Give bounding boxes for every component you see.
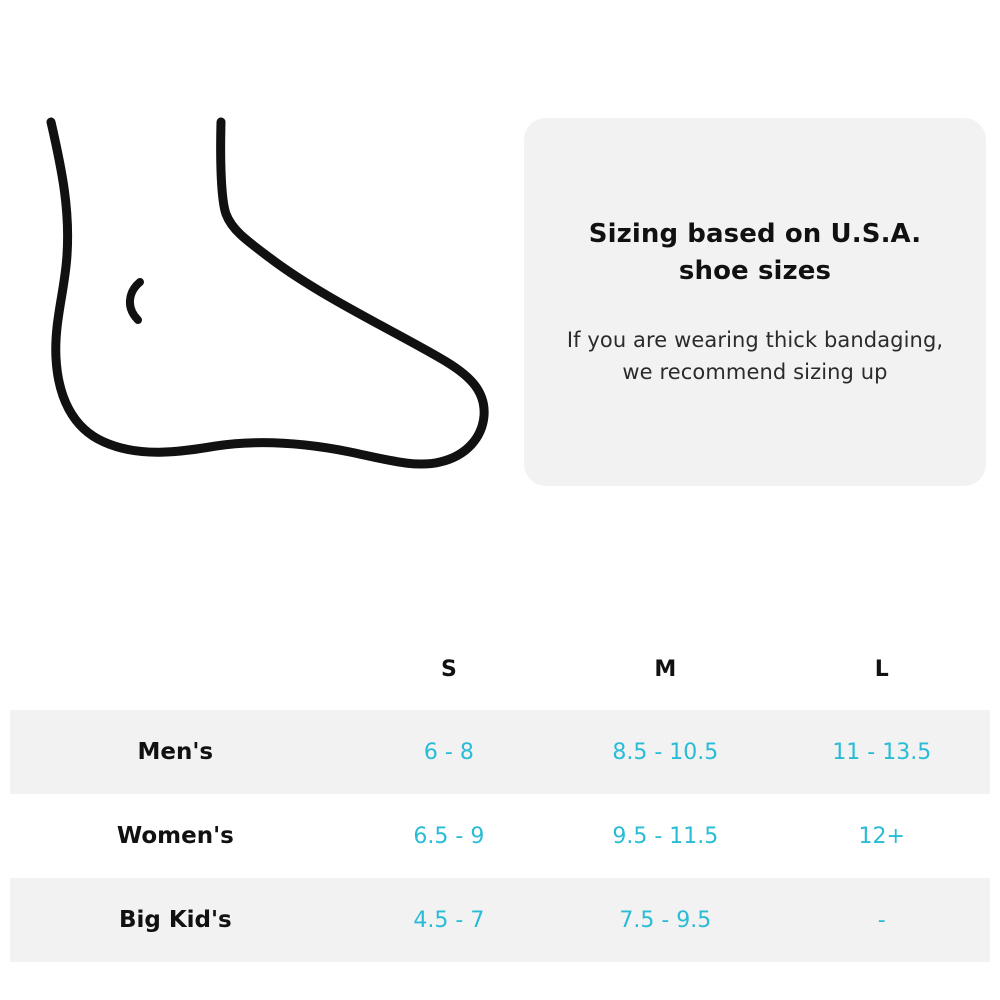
sizing-info-title: Sizing based on U.S.A. shoe sizes — [588, 218, 922, 286]
cell-womens-m: 9.5 - 11.5 — [557, 794, 773, 878]
row-label-big-kids: Big Kid's — [10, 878, 341, 962]
foot-outline-icon — [20, 90, 520, 510]
table-row — [10, 794, 990, 878]
table-header-row — [10, 628, 990, 710]
cell-womens-s: 6.5 - 9 — [341, 794, 557, 878]
table-header-large: L — [774, 628, 990, 710]
size-chart-table — [10, 628, 990, 962]
table-row — [10, 710, 990, 794]
table-row — [10, 878, 990, 962]
cell-big-kids-l: - — [774, 878, 990, 962]
cell-mens-l: 11 - 13.5 — [774, 710, 990, 794]
cell-womens-l: 12+ — [774, 794, 990, 878]
cell-big-kids-m: 7.5 - 9.5 — [557, 878, 773, 962]
row-label-mens: Men's — [10, 710, 341, 794]
table-header-blank — [10, 628, 341, 710]
row-label-womens: Women's — [10, 794, 341, 878]
table-header-medium: M — [557, 628, 773, 710]
cell-big-kids-s: 4.5 - 7 — [341, 878, 557, 962]
sizing-info-card — [524, 118, 986, 486]
table-header-small: S — [341, 628, 557, 710]
cell-mens-m: 8.5 - 10.5 — [557, 710, 773, 794]
sizing-info-body: If you are wearing thick bandaging, we recommend sizing up — [566, 328, 944, 384]
cell-mens-s: 6 - 8 — [341, 710, 557, 794]
